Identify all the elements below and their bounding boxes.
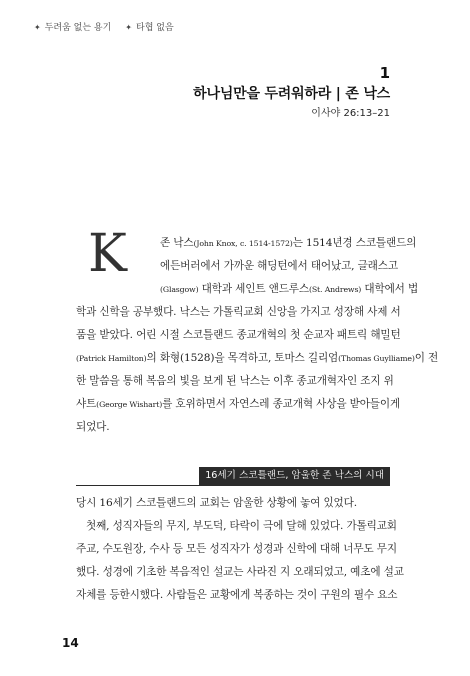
chapter-reference: 이사야 26:13–21 — [311, 108, 390, 119]
intro-line: (Glasgow) 대학과 세인트 앤드루스(St. Andrews) 대학에서 법 — [160, 283, 419, 295]
star-icon: ✦ — [125, 23, 132, 32]
intro-line: 샤트(George Wishart)를 호위하면서 자연스레 종교개혁 사상을 받아들이게 — [76, 398, 401, 410]
section-divider — [76, 485, 390, 486]
section-line: 당시 16세기 스코틀랜드의 교회는 암울한 상황에 놓여 있었다. — [76, 497, 357, 509]
running-head — [34, 20, 174, 33]
intro-line: 되었다. — [76, 421, 110, 433]
section-line: 했다. 성경에 기초한 복음적인 설교는 사라진 지 오래되었고, 예초에 설교 — [76, 566, 404, 578]
running-head-right-label: 타협 없음 — [136, 23, 174, 33]
section-line: 주교, 수도원장, 수사 등 모든 성직자가 성경과 신학에 대해 너무도 무지 — [76, 543, 397, 555]
intro-line: (Patrick Hamilton)의 화형(1528)을 목격하고, 토마스 길리엄(Thomas Guylliame)이 전 — [76, 352, 439, 364]
section-heading: 16세기 스코틀랜드, 암울한 존 낙스의 시대 — [199, 467, 390, 485]
intro-line: 한 말씀을 통해 복음의 빛을 보게 된 낙스는 이후 종교개혁자인 조지 위 — [76, 375, 394, 387]
drop-cap: K — [88, 224, 127, 284]
section-line: 자체를 등한시했다. 사람들은 교황에게 복종하는 것이 구원의 필수 요소 — [76, 589, 398, 601]
page-number: 14 — [62, 636, 79, 650]
section-line: 첫째, 성직자들의 무지, 부도덕, 타락이 극에 달해 있었다. 가톨릭교회 — [86, 520, 397, 532]
running-head-left — [34, 20, 111, 33]
chapter-number: 1 — [379, 64, 390, 82]
intro-line: 학과 신학을 공부했다. 낙스는 가톨릭교회 신앙을 가지고 성장해 사제 서 — [76, 306, 401, 318]
running-head-left-label: 두려움 없는 용기 — [44, 23, 112, 33]
intro-line: 에든버러에서 가까운 해딩턴에서 태어났고, 글래스고 — [160, 260, 398, 272]
intro-line: 품을 받았다. 어린 시절 스코틀랜드 종교개혁의 첫 순교자 패트릭 해밀턴 — [76, 329, 401, 341]
running-head-right — [125, 20, 173, 33]
star-icon: ✦ — [34, 23, 41, 32]
intro-line: 존 낙스(John Knox, c. 1514-1572)는 1514년경 스코틀랜드의 — [160, 237, 417, 249]
chapter-title: 하나님만을 두려워하라 | 존 낙스 — [193, 86, 390, 102]
